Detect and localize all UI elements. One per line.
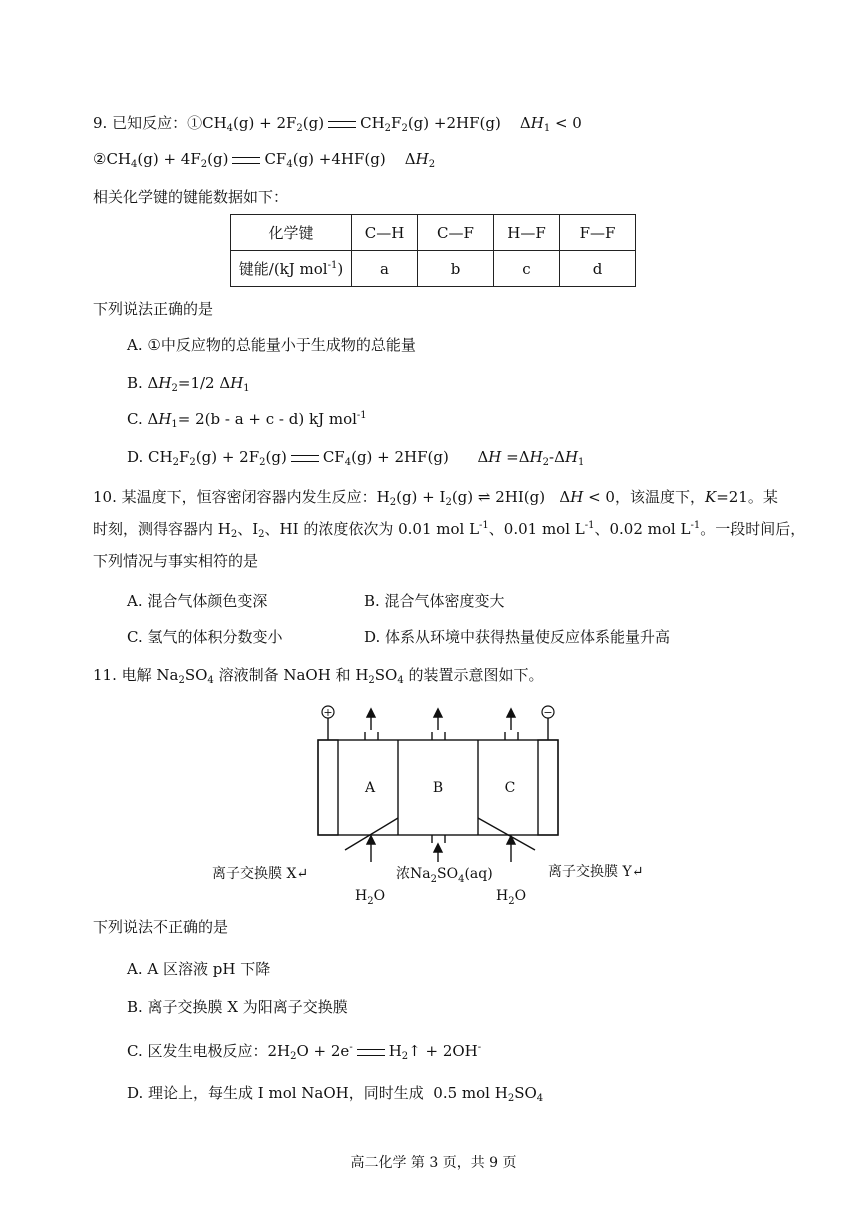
table-header-cell: 化学键 — [231, 215, 352, 251]
feed-right-label: $H_2O$ — [496, 888, 527, 907]
q9-dh1: $\Delta H_1 < 0$ — [519, 114, 582, 134]
table-header-cell: H—F — [494, 215, 560, 251]
q11-option-c: C. 区发生电极反应：$2H_2O + 2e^-$ $H_2↑ + 2OH^-$ — [127, 1042, 482, 1062]
cathode-plate — [538, 740, 558, 835]
q9-option-c: C. $\Delta H_1= 2(b - a + c - d)$ kJ mol$^{-1}$ — [127, 410, 367, 430]
q10-option-d: D. 体系从环境中获得热量使反应体系能量升高 — [364, 628, 671, 646]
feed-left-label: $H_2O$ — [355, 888, 386, 907]
q9-reaction1: $CH_4(g) + 2F_2(g)$ $CH_2F_2(g) +2HF(g)$ — [202, 114, 501, 134]
q10-line1: 10. 某温度下，恒容密闭容器内发生反应：$H_2(g) + I_2(g)$ ⇌ 2HI(g) ΔH < 0，该温度下，K=21。某 — [93, 488, 778, 508]
q9-option-d: D. $CH_2F_2(g) + 2F_2(g) CF_4(g) + 2HF(g)$ $\Delta H =\Delta H_2-\Delta H_1$ — [127, 448, 585, 468]
table-row — [231, 215, 636, 251]
q9-prefix: 9. 已知反应：① — [93, 114, 203, 132]
page-footer: 高二化学 第 3 页，共 9 页 — [350, 1155, 517, 1171]
q10-line3: 下列情况与事实相符的是 — [93, 552, 259, 570]
table-cell: b — [418, 251, 494, 287]
table-header-cell: C—F — [418, 215, 494, 251]
q9-table-intro: 相关化学键的键能数据如下： — [93, 188, 289, 206]
region-a-label: A — [364, 780, 376, 796]
q10-option-c: C. 氢气的体积分数变小 — [127, 628, 283, 646]
plus-sign: + — [323, 706, 333, 719]
q10-line2: 时刻，测得容器内 $H_2$、$I_2$、HI 的浓度依次为 0.01 mol $L^{-1}$、0.01 mol $L^{-1}$、0.02 mol $L^{-1}$。一段时间后， — [93, 520, 806, 540]
table-row — [231, 251, 636, 287]
q11-option-b: B. 离子交换膜 X 为阳离子交换膜 — [127, 998, 348, 1016]
region-b-label: B — [432, 780, 444, 796]
q9-option-b: B. $\Delta H_2=1/2$ $\Delta H_1$ — [127, 374, 250, 394]
region-c-label: C — [504, 780, 516, 796]
q11-option-d: D. 理论上，每生成 I mol NaOH，同时生成 0.5 mol $H_2SO_4$ — [127, 1084, 544, 1104]
q10-option-a: A. 混合气体颜色变深 — [127, 592, 268, 610]
membrane-y-leader — [478, 818, 535, 850]
table-cell: d — [560, 251, 636, 287]
q9-line-reaction2 — [93, 148, 435, 170]
feed-center-label: 浓$Na_2SO_4(aq)$ — [396, 866, 493, 885]
table-header-cell: C—H — [352, 215, 418, 251]
q9-dh2: $\Delta H_2$ — [404, 150, 436, 170]
electrolysis-diagram — [200, 700, 670, 910]
table-row-label: 键能/(kJ mol$^{-1}$) — [231, 251, 352, 287]
minus-sign: − — [543, 706, 553, 719]
q9-question: 下列说法正确的是 — [93, 300, 214, 318]
q11-option-a: A. A 区溶液 pH 下降 — [127, 960, 271, 978]
bond-energy-table — [230, 214, 636, 287]
table-cell: c — [494, 251, 560, 287]
q9-option-a: A. ①中反应物的总能量小于生成物的总能量 — [127, 336, 416, 354]
table-cell: a — [352, 251, 418, 287]
table-header-cell: F—F — [560, 215, 636, 251]
membrane-x-label: 离子交换膜 X↵ — [212, 866, 309, 882]
anode-plate — [318, 740, 338, 835]
q11-question: 下列说法不正确的是 — [93, 918, 229, 936]
q11-line1: 11. 电解 $Na_2SO_4$ 溶液制备 NaOH 和 $H_2SO_4$ 的装置示意图如下。 — [93, 666, 544, 686]
q10-option-b: B. 混合气体密度变大 — [364, 592, 505, 610]
q9-line-reaction1 — [93, 112, 582, 134]
membrane-y-label: 离子交换膜 Y↵ — [548, 864, 644, 880]
q9-reaction2: $②CH_4(g) + 4F_2(g)$ $CF_4(g) +4HF(g)$ — [93, 150, 386, 170]
